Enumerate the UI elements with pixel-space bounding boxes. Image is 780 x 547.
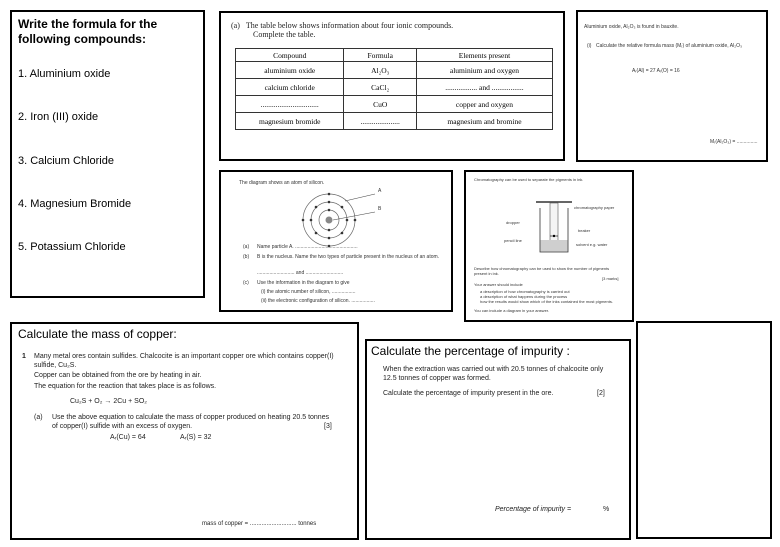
table-cell: CuO xyxy=(344,96,416,113)
table-cell: Al₂O₃ xyxy=(344,62,416,79)
copper-intro: Many metal ores contain sulfides. Chalcocite is an important copper ore which contains copper(I) sulfide, Cu₂S. xyxy=(34,353,334,369)
table-cell: ............................... xyxy=(236,96,344,113)
questions-panel xyxy=(10,10,205,298)
copper-equation: Cu₂S + O₂ → 2Cu + SO₂ xyxy=(70,398,148,405)
table-header-row xyxy=(236,49,553,62)
table-cell: CaCl₂ xyxy=(344,79,416,96)
column-header: Formula xyxy=(344,49,416,62)
impurity-answer-label: Percentage of impurity = xyxy=(495,506,574,513)
part-label: (c) xyxy=(243,280,249,286)
chrom-marks: [3 marks] xyxy=(602,276,619,281)
ionic-table-instruction: Complete the table. xyxy=(253,30,316,39)
question-item: 2. Iron (III) oxide xyxy=(18,111,99,123)
column-header: Elements present xyxy=(416,49,552,62)
chrom-label: solvent e.g. water xyxy=(576,242,608,247)
ionic-table xyxy=(235,48,553,130)
question-item: 5. Potassium Chloride xyxy=(18,241,126,253)
copper-ar-s: Aᵣ(S) = 32 xyxy=(180,434,212,441)
atom-question-c-ii: (ii) the electronic configuration of silicon. ................. xyxy=(261,298,375,304)
table-cell: copper and oxygen xyxy=(416,96,552,113)
copper-ar-cu: Aᵣ(Cu) = 64 xyxy=(110,434,146,441)
ink-spot xyxy=(553,235,555,237)
pointer-a xyxy=(345,194,375,201)
alox-intro: Aluminium oxide, Al₂O₃ is found in bauxite. xyxy=(584,24,679,30)
chrom-bullet: a description of what happens during the process xyxy=(480,294,568,299)
ionic-table-intro: The table below shows information about four ionic compounds. xyxy=(245,21,454,30)
part-label: (i) xyxy=(587,43,592,49)
atom-question-c: Use the information in the diagram to give xyxy=(257,280,350,286)
table-row xyxy=(236,113,553,130)
questions-title: Write the formula for the following compounds: xyxy=(18,17,158,46)
impurity-answer-line xyxy=(495,505,609,514)
chrom-answer-heading: Your answer should include xyxy=(474,282,523,287)
part-label: (a) xyxy=(34,414,43,421)
copper-answer-line: mass of copper = ............................ tonnes xyxy=(202,521,317,527)
impurity-marks: [2] xyxy=(597,390,605,397)
silicon-atom-diagram xyxy=(291,188,401,250)
impurity-answer-unit: % xyxy=(603,506,610,513)
chrom-intro: Chromatography can be used to separate the pigments in ink. xyxy=(474,177,584,182)
table-cell: magnesium bromide xyxy=(236,113,344,130)
question-item: 3. Calcium Chloride xyxy=(18,155,114,167)
chrom-label: dropper xyxy=(506,220,520,225)
chrom-question: Describe how chromatography can be used to show the number of pigments present in ink. xyxy=(474,266,610,276)
table-cell: magnesium and bromine xyxy=(416,113,552,130)
nucleus xyxy=(326,217,333,224)
impurity-caption: Calculate the percentage of impurity : xyxy=(371,344,570,358)
column-header: Compound xyxy=(236,49,344,62)
atom-question-a: Name particle A. ............................................. xyxy=(257,244,358,250)
aluminium-oxide-panel xyxy=(576,10,768,162)
alox-relative-masses: Aᵣ(Al) = 27 Aᵣ(O) = 16 xyxy=(632,68,680,74)
atom-question-b: B is the nucleus. Name the two types of particle present in the nucleus of an atom. xyxy=(257,254,440,260)
copper-mass-panel xyxy=(10,322,359,540)
question-number: 1 xyxy=(22,353,26,360)
chrom-footer: You can include a diagram in your answer. xyxy=(474,308,550,313)
label-a: A xyxy=(378,188,382,194)
table-row xyxy=(236,96,553,113)
chrom-bullet: a description of how chromatography is carried out xyxy=(480,289,570,294)
chromatography-panel xyxy=(464,170,634,322)
ionic-table-panel xyxy=(219,11,565,161)
solvent xyxy=(541,240,568,252)
copper-marks: [3] xyxy=(324,423,332,430)
atom-answer-b: ........................... and ........................... xyxy=(257,270,344,276)
chrom-label: pencil line xyxy=(504,238,522,243)
table-cell: ................. and ................. xyxy=(416,79,552,96)
impurity-question: Calculate the percentage of impurity present in the ore. xyxy=(383,390,554,397)
part-label: (a) xyxy=(231,21,240,30)
part-label: (a) xyxy=(243,244,250,250)
impurity-line-1: When the extraction was carried out with 20.5 tonnes of chalcocite only 12.5 tonnes of copper was formed. xyxy=(383,366,604,382)
chrom-label: chromatography paper xyxy=(574,205,615,210)
copper-line-2: Copper can be obtained from the ore by heating in air. xyxy=(34,372,202,379)
atom-intro: The diagram shows an atom of silicon. xyxy=(239,180,325,186)
question-item: 1. Aluminium oxide xyxy=(18,68,111,80)
question-item: 4. Magnesium Bromide xyxy=(18,198,132,210)
table-cell: aluminium oxide xyxy=(236,62,344,79)
table-cell: calcium chloride xyxy=(236,79,344,96)
table-cell: aluminium and oxygen xyxy=(416,62,552,79)
alox-question: Calculate the relative formula mass (Mᵣ) of aluminium oxide, Al₂O₃ xyxy=(596,43,743,49)
chrom-bullet: how the results would show which of the inks contained the most pigments. xyxy=(480,299,613,304)
table-cell: ..................... xyxy=(344,113,416,130)
copper-question: Use the above equation to calculate the mass of copper produced on heating 20.5 tonnes of copper(I) sulfide with an excess of oxygen. xyxy=(52,414,330,430)
blank-panel xyxy=(636,321,772,539)
copper-line-3: The equation for the reaction that takes place is as follows. xyxy=(34,383,217,390)
table-row xyxy=(236,62,553,79)
part-label: (b) xyxy=(243,254,250,260)
chrom-label: beaker xyxy=(578,228,591,233)
atom-question-c-i: (i) the atomic number of silicon, ................. xyxy=(261,289,356,295)
copper-caption: Calculate the mass of copper: xyxy=(18,327,177,341)
impurity-panel xyxy=(365,339,631,540)
alox-answer-line: Mᵣ(Al₂O₃) = ............... xyxy=(710,139,758,145)
ionic-table-heading xyxy=(231,21,453,39)
label-b: B xyxy=(378,206,382,212)
table-row xyxy=(236,79,553,96)
atom-diagram-panel xyxy=(219,170,453,312)
